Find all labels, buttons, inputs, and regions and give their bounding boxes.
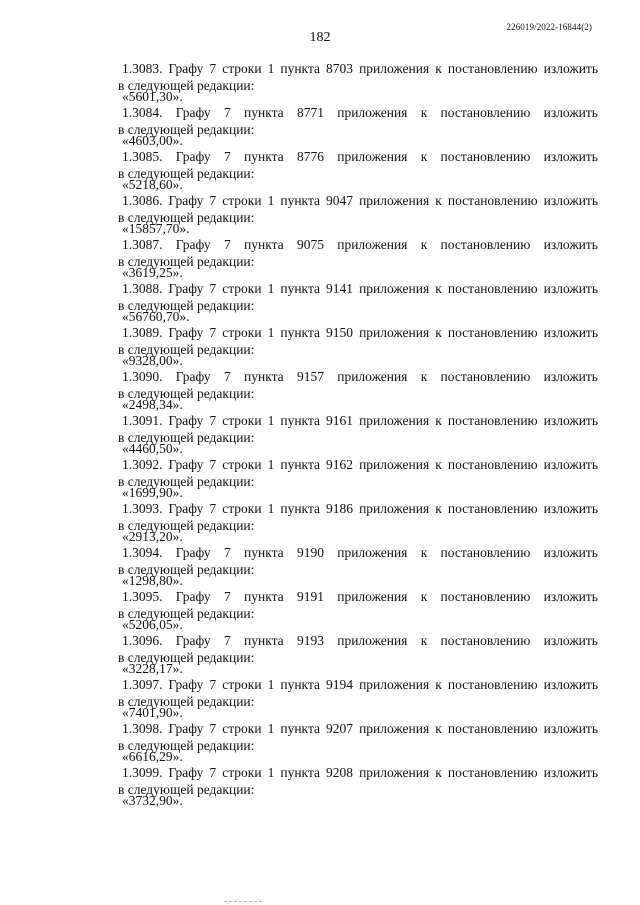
heading-word: приложения bbox=[337, 633, 408, 648]
heading-word: 1.3092. bbox=[122, 457, 163, 472]
amendment-item bbox=[118, 322, 598, 368]
amendment-item bbox=[118, 454, 598, 500]
heading-word: строки bbox=[222, 413, 262, 428]
amendment-heading bbox=[122, 278, 598, 300]
heading-word: изложить bbox=[543, 325, 598, 340]
heading-word: 7 bbox=[223, 105, 231, 120]
heading-word: постановлению bbox=[440, 545, 531, 560]
heading-word: 7 bbox=[209, 501, 217, 516]
heading-word: постановлению bbox=[440, 237, 531, 252]
heading-word: 7 bbox=[209, 677, 217, 692]
heading-word: изложить bbox=[543, 281, 598, 296]
heading-word: 9161 bbox=[326, 413, 354, 428]
heading-word: 1 bbox=[267, 413, 275, 428]
heading-word: к bbox=[435, 501, 442, 516]
heading-word: пункта bbox=[280, 501, 320, 516]
heading-word: 9193 bbox=[296, 633, 324, 648]
heading-word: Графу bbox=[175, 149, 211, 164]
heading-word: Графу bbox=[168, 281, 204, 296]
amendment-heading bbox=[122, 102, 598, 124]
heading-word: пункта bbox=[280, 457, 320, 472]
heading-word: 7 bbox=[223, 149, 231, 164]
heading-word: Графу bbox=[168, 325, 204, 340]
amendment-value: «15857,70». bbox=[122, 221, 190, 236]
heading-word: 7 bbox=[209, 193, 217, 208]
heading-word: 7 bbox=[209, 281, 217, 296]
heading-word: пункта bbox=[280, 193, 320, 208]
amendment-value: «1298,80». bbox=[122, 573, 183, 588]
heading-word: приложения bbox=[359, 325, 430, 340]
heading-word: 7 bbox=[223, 369, 231, 384]
heading-word: 7 bbox=[223, 589, 231, 604]
heading-word: 1.3093. bbox=[122, 501, 163, 516]
heading-word: постановлению bbox=[447, 721, 538, 736]
heading-word: строки bbox=[222, 765, 262, 780]
heading-word: пункта bbox=[280, 325, 320, 340]
heading-word: 7 bbox=[209, 413, 217, 428]
amendment-wording: в следующей редакции: bbox=[118, 298, 255, 313]
heading-word: пункта bbox=[280, 765, 320, 780]
amendment-wording: в следующей редакции: bbox=[118, 650, 255, 665]
amendment-wording: в следующей редакции: bbox=[118, 210, 255, 225]
heading-word: постановлению bbox=[447, 193, 538, 208]
heading-word: постановлению bbox=[447, 765, 538, 780]
amendment-heading bbox=[122, 366, 598, 388]
heading-word: постановлению bbox=[440, 369, 531, 384]
amendment-item bbox=[118, 762, 598, 808]
amendment-value: «3228,17». bbox=[122, 661, 183, 676]
heading-word: 1 bbox=[267, 325, 275, 340]
amendment-value: «6616,29». bbox=[122, 749, 183, 764]
amendment-heading bbox=[122, 762, 598, 784]
heading-word: приложения bbox=[359, 413, 430, 428]
heading-word: приложения bbox=[337, 369, 408, 384]
heading-word: к bbox=[420, 589, 428, 604]
heading-word: изложить bbox=[543, 457, 598, 472]
heading-word: 1 bbox=[267, 677, 275, 692]
heading-word: пункта bbox=[280, 413, 320, 428]
heading-word: приложения bbox=[359, 501, 430, 516]
heading-word: Графу bbox=[168, 677, 204, 692]
heading-word: постановлению bbox=[447, 457, 538, 472]
amendment-heading bbox=[122, 718, 598, 740]
heading-word: Графу bbox=[175, 589, 211, 604]
amendment-wording: в следующей редакции: bbox=[118, 518, 255, 533]
heading-word: 1 bbox=[267, 193, 275, 208]
heading-word: 8776 bbox=[296, 149, 324, 164]
document-id: 226019/2022-16844(2) bbox=[506, 22, 592, 32]
heading-word: пункта bbox=[244, 589, 284, 604]
heading-word: изложить bbox=[543, 369, 598, 384]
heading-word: 7 bbox=[209, 765, 217, 780]
heading-word: Графу bbox=[175, 237, 211, 252]
heading-word: 1.3088. bbox=[122, 281, 163, 296]
heading-word: приложения bbox=[359, 457, 430, 472]
amendment-item bbox=[118, 102, 598, 148]
amendment-heading bbox=[122, 674, 598, 696]
heading-word: приложения bbox=[337, 545, 408, 560]
heading-word: к bbox=[420, 149, 428, 164]
heading-word: строки bbox=[222, 193, 262, 208]
amendment-value: «1699,90». bbox=[122, 485, 183, 500]
heading-word: Графу bbox=[175, 633, 211, 648]
heading-word: изложить bbox=[543, 545, 598, 560]
amendment-heading bbox=[122, 630, 598, 652]
amendment-item bbox=[118, 58, 598, 104]
heading-word: постановлению bbox=[440, 633, 531, 648]
heading-word: постановлению bbox=[440, 149, 531, 164]
amendment-wording: в следующей редакции: bbox=[118, 562, 255, 577]
heading-word: изложить bbox=[543, 677, 598, 692]
heading-word: приложения bbox=[337, 105, 408, 120]
amendment-item bbox=[118, 674, 598, 720]
amendment-wording: в следующей редакции: bbox=[118, 694, 255, 709]
heading-word: Графу bbox=[168, 765, 204, 780]
amendment-heading bbox=[122, 146, 598, 168]
heading-word: 1.3085. bbox=[122, 149, 163, 164]
amendment-value: «56760,70». bbox=[122, 309, 190, 324]
heading-word: приложения bbox=[337, 149, 408, 164]
heading-word: к bbox=[420, 545, 428, 560]
heading-word: к bbox=[435, 765, 442, 780]
heading-word: пункта bbox=[244, 149, 284, 164]
heading-word: постановлению bbox=[440, 589, 531, 604]
amendment-wording: в следующей редакции: bbox=[118, 738, 255, 753]
amendment-heading bbox=[122, 410, 598, 432]
heading-word: постановлению bbox=[447, 677, 538, 692]
heading-word: к bbox=[435, 281, 442, 296]
bottom-scan-mark bbox=[224, 901, 262, 905]
heading-word: 1.3099. bbox=[122, 765, 163, 780]
heading-word: 9190 bbox=[296, 545, 324, 560]
heading-word: изложить bbox=[543, 61, 598, 76]
heading-word: 1.3090. bbox=[122, 369, 163, 384]
heading-word: 1.3097. bbox=[122, 677, 163, 692]
heading-word: изложить bbox=[543, 193, 598, 208]
amendment-heading bbox=[122, 322, 598, 344]
amendment-item bbox=[118, 498, 598, 544]
heading-word: 1 bbox=[267, 281, 275, 296]
amendment-item bbox=[118, 586, 598, 632]
heading-word: 1.3096. bbox=[122, 633, 163, 648]
heading-word: к bbox=[435, 677, 442, 692]
amendment-value: «9328,00». bbox=[122, 353, 183, 368]
heading-word: к bbox=[420, 237, 428, 252]
heading-word: 7 bbox=[209, 325, 217, 340]
heading-word: к bbox=[435, 413, 442, 428]
heading-word: 1.3098. bbox=[122, 721, 163, 736]
heading-word: Графу bbox=[175, 105, 211, 120]
amendment-wording: в следующей редакции: bbox=[118, 782, 255, 797]
amendment-wording: в следующей редакции: bbox=[118, 342, 255, 357]
heading-word: 8771 bbox=[296, 105, 324, 120]
heading-word: изложить bbox=[543, 633, 598, 648]
amendment-value: «4603,00». bbox=[122, 133, 183, 148]
amendment-heading bbox=[122, 454, 598, 476]
heading-word: постановлению bbox=[447, 413, 538, 428]
heading-word: изложить bbox=[543, 721, 598, 736]
heading-word: приложения bbox=[359, 61, 430, 76]
amendment-wording: в следующей редакции: bbox=[118, 122, 255, 137]
heading-word: пункта bbox=[280, 677, 320, 692]
amendment-item bbox=[118, 366, 598, 412]
heading-word: изложить bbox=[543, 589, 598, 604]
heading-word: строки bbox=[222, 721, 262, 736]
heading-word: к bbox=[435, 325, 442, 340]
heading-word: приложения bbox=[359, 281, 430, 296]
heading-word: 9075 bbox=[296, 237, 324, 252]
amendment-item bbox=[118, 542, 598, 588]
heading-word: к bbox=[435, 61, 442, 76]
heading-word: изложить bbox=[543, 237, 598, 252]
amendment-value: «5206,05». bbox=[122, 617, 183, 632]
heading-word: 7 bbox=[223, 633, 231, 648]
amendment-value: «7401,90». bbox=[122, 705, 183, 720]
heading-word: 1 bbox=[267, 501, 275, 516]
heading-word: пункта bbox=[280, 281, 320, 296]
amendment-wording: в следующей редакции: bbox=[118, 386, 255, 401]
heading-word: 9186 bbox=[326, 501, 354, 516]
heading-word: пункта bbox=[244, 545, 284, 560]
heading-word: Графу bbox=[168, 413, 204, 428]
heading-word: к bbox=[435, 721, 442, 736]
heading-word: 9194 bbox=[326, 677, 354, 692]
heading-word: Графу bbox=[175, 545, 211, 560]
heading-word: Графу bbox=[168, 501, 204, 516]
heading-word: приложения bbox=[359, 765, 430, 780]
amendment-wording: в следующей редакции: bbox=[118, 78, 255, 93]
amendment-heading bbox=[122, 234, 598, 256]
amendment-value: «3732,90». bbox=[122, 793, 183, 808]
amendment-value: «5218,60». bbox=[122, 177, 183, 192]
heading-word: 1 bbox=[267, 457, 275, 472]
heading-word: к bbox=[420, 633, 428, 648]
amendment-wording: в следующей редакции: bbox=[118, 474, 255, 489]
heading-word: постановлению bbox=[447, 501, 538, 516]
heading-word: Графу bbox=[168, 457, 204, 472]
heading-word: изложить bbox=[543, 413, 598, 428]
heading-word: 1.3083. bbox=[122, 61, 163, 76]
heading-word: строки bbox=[222, 61, 262, 76]
heading-word: 1.3084. bbox=[122, 105, 163, 120]
heading-word: к bbox=[435, 457, 442, 472]
heading-word: 1.3086. bbox=[122, 193, 163, 208]
heading-word: 9191 bbox=[296, 589, 324, 604]
amendment-item bbox=[118, 718, 598, 764]
heading-word: приложения bbox=[337, 589, 408, 604]
heading-word: 1 bbox=[267, 721, 275, 736]
heading-word: 1.3091. bbox=[122, 413, 163, 428]
heading-word: изложить bbox=[543, 149, 598, 164]
heading-word: Графу bbox=[168, 193, 204, 208]
heading-word: 1.3087. bbox=[122, 237, 163, 252]
amendment-value: «3619,25». bbox=[122, 265, 183, 280]
heading-word: приложения bbox=[359, 193, 430, 208]
heading-word: пункта bbox=[280, 721, 320, 736]
heading-word: пункта bbox=[244, 237, 284, 252]
heading-word: 1 bbox=[267, 765, 275, 780]
heading-word: строки bbox=[222, 325, 262, 340]
heading-word: строки bbox=[222, 457, 262, 472]
heading-word: 1.3089. bbox=[122, 325, 163, 340]
amendment-wording: в следующей редакции: bbox=[118, 430, 255, 445]
heading-word: к bbox=[435, 193, 442, 208]
heading-word: 8703 bbox=[326, 61, 354, 76]
heading-word: 1.3095. bbox=[122, 589, 163, 604]
heading-word: к bbox=[420, 105, 428, 120]
heading-word: Графу bbox=[168, 61, 204, 76]
heading-word: 1.3094. bbox=[122, 545, 163, 560]
heading-word: 9141 bbox=[326, 281, 354, 296]
heading-word: постановлению bbox=[447, 325, 538, 340]
amendment-wording: в следующей редакции: bbox=[118, 254, 255, 269]
amendment-item bbox=[118, 278, 598, 324]
amendment-value: «2913,20». bbox=[122, 529, 183, 544]
heading-word: пункта bbox=[244, 105, 284, 120]
amendment-heading bbox=[122, 586, 598, 608]
amendment-item bbox=[118, 190, 598, 236]
amendment-wording: в следующей редакции: bbox=[118, 606, 255, 621]
heading-word: 7 bbox=[209, 721, 217, 736]
heading-word: 7 bbox=[223, 545, 231, 560]
heading-word: приложения bbox=[337, 237, 408, 252]
heading-word: постановлению bbox=[447, 281, 538, 296]
heading-word: постановлению bbox=[440, 105, 531, 120]
heading-word: 9162 bbox=[326, 457, 354, 472]
heading-word: приложения bbox=[359, 721, 430, 736]
heading-word: 7 bbox=[223, 237, 231, 252]
amendment-value: «4460,50». bbox=[122, 441, 183, 456]
amendment-heading bbox=[122, 542, 598, 564]
heading-word: пункта bbox=[280, 61, 320, 76]
heading-word: строки bbox=[222, 677, 262, 692]
amendment-value: «2498,34». bbox=[122, 397, 183, 412]
amendment-list bbox=[118, 58, 598, 808]
amendment-item bbox=[118, 234, 598, 280]
amendment-heading bbox=[122, 498, 598, 520]
heading-word: Графу bbox=[168, 721, 204, 736]
heading-word: постановлению bbox=[447, 61, 538, 76]
heading-word: 9208 bbox=[326, 765, 354, 780]
heading-word: к bbox=[420, 369, 428, 384]
amendment-heading bbox=[122, 58, 598, 80]
heading-word: строки bbox=[222, 501, 262, 516]
heading-word: 7 bbox=[209, 457, 217, 472]
amendment-item bbox=[118, 630, 598, 676]
heading-word: изложить bbox=[543, 105, 598, 120]
heading-word: 7 bbox=[209, 61, 217, 76]
heading-word: изложить bbox=[543, 765, 598, 780]
page-number: 182 bbox=[309, 30, 331, 45]
amendment-item bbox=[118, 146, 598, 192]
heading-word: пункта bbox=[244, 633, 284, 648]
heading-word: 9207 bbox=[326, 721, 354, 736]
heading-word: строки bbox=[222, 281, 262, 296]
amendment-item bbox=[118, 410, 598, 456]
amendment-wording: в следующей редакции: bbox=[118, 166, 255, 181]
amendment-value: «5601,30». bbox=[122, 89, 183, 104]
heading-word: 9157 bbox=[296, 369, 324, 384]
heading-word: 9047 bbox=[326, 193, 354, 208]
heading-word: приложения bbox=[359, 677, 430, 692]
heading-word: изложить bbox=[543, 501, 598, 516]
amendment-heading bbox=[122, 190, 598, 212]
heading-word: 1 bbox=[267, 61, 275, 76]
heading-word: пункта bbox=[244, 369, 284, 384]
heading-word: Графу bbox=[175, 369, 211, 384]
heading-word: 9150 bbox=[326, 325, 354, 340]
